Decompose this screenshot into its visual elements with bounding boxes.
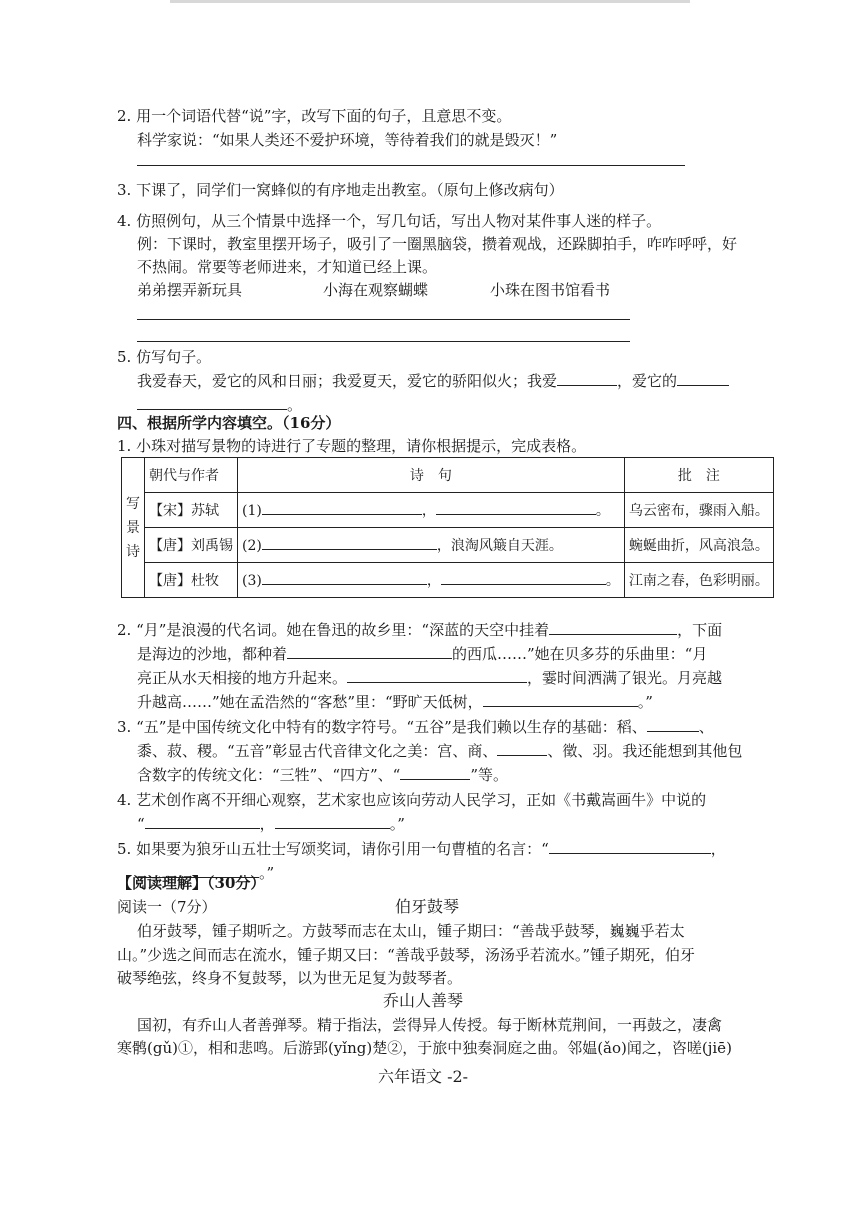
s4q4-line2	[137, 813, 405, 835]
s4q4-line1: 4. 艺术创作离不开细心观察，艺术家也应该向劳动人民学习，正如《书戴嵩画牛》中说的	[117, 791, 707, 809]
table-verse	[238, 528, 625, 563]
q2-answer-line[interactable]	[137, 165, 685, 166]
table-verse	[238, 563, 625, 598]
section4-title: 四、根据所学内容填空。（16分）	[117, 414, 341, 432]
s4q3-blank-1[interactable]	[647, 717, 699, 732]
s4q3-line3	[137, 764, 508, 786]
q4-answer-line-2[interactable]	[137, 341, 630, 342]
s4q3-text: 3. “五”是中国传统文化中特有的数字符号。“五谷”是我们赖以生存的基础：稻、	[117, 718, 647, 736]
s4q2-blank-2[interactable]	[287, 644, 452, 659]
passage2-title: 乔山人善琴	[383, 991, 464, 1010]
reading-title: 【阅读理解】（30分）	[117, 874, 266, 892]
q4-option-1: 弟弟摆弄新玩具	[137, 281, 243, 299]
s4q4-blank-2[interactable]	[275, 814, 390, 829]
q5-line1-a: 我爱春天，爱它的风和日丽；我爱夏天，爱它的骄阳似火；我爱	[137, 372, 558, 390]
reading-part1-label: 阅读一（7分）	[117, 898, 217, 916]
q5-prompt: 5. 仿写句子。	[117, 348, 212, 366]
s4q5-text: 5. 如果要为狼牙山五壮士写颂奖词，请你引用一句曹植的名言：“	[117, 840, 549, 858]
q5-line1-b: ，爱它的	[617, 372, 678, 390]
q4-option-2: 小海在观察蝴蝶	[323, 281, 429, 299]
table-header-verse: 诗 句	[238, 458, 625, 493]
table-note: 乌云密布，骤雨入船。	[624, 493, 773, 528]
s4q2-text: 升越高……”她在孟浩然的“客愁”里：“野旷天低树，	[137, 693, 483, 711]
q5-line1	[137, 370, 729, 392]
verse-number: (2)	[242, 538, 262, 554]
q5-blank-1[interactable]	[557, 371, 617, 386]
s4q3-text: 黍、菽、稷。“五音”彰显古代音律文化之美：宫、商、	[137, 742, 498, 760]
table-header-author: 朝代与作者	[145, 458, 238, 493]
s4q2-text: ，下面	[677, 621, 723, 639]
s4q3-blank-2[interactable]	[497, 741, 547, 756]
q5-blank-2[interactable]	[677, 371, 729, 386]
s4q2-text: ，霎时间洒满了银光。月亮越	[527, 669, 723, 687]
passage1-line3: 破琴绝弦，终身不复鼓琴，以为世无足复为鼓琴者。	[117, 969, 463, 987]
table-author: 【唐】杜牧	[145, 563, 238, 598]
page-number: 六年语文 -2-	[378, 1067, 469, 1086]
q4-example-line2: 不热闹。常要等老师进来，才知道已经上课。	[137, 258, 438, 276]
q4-example-line1: 例：下课时，教室里摆开场子，吸引了一圈黑脑袋，攒着观战，还跺脚拍手，咋咋呼呼，好	[137, 235, 738, 253]
s4q4-blank-1[interactable]	[145, 814, 260, 829]
table-note: 江南之春，色彩明丽。	[624, 563, 773, 598]
q2-sentence: 科学家说：“如果人类还不爱护环境，等待着我们的就是毁灭！”	[137, 131, 558, 149]
passage2-line2: 寒鹘(gǔ)①，相和悲鸣。后游郢(yǐng)楚②，于旅中独奏洞庭之曲。邻媪(ǎo)闻之，咨嗟(jiē)	[117, 1039, 732, 1057]
verse-mid: ，浪淘风簸自天涯。	[436, 538, 563, 554]
s4q2-line4	[137, 691, 653, 713]
verse-end: 。	[605, 573, 620, 589]
s4q2-line2	[137, 643, 707, 665]
table-verse	[238, 493, 625, 528]
s4q3-text: 含数字的传统文化：“三牲”、“四方”、“	[137, 766, 401, 784]
s4q3-text: 、	[698, 718, 714, 736]
verse-blank[interactable]	[436, 500, 596, 515]
q3-prompt: 3. 下课了，同学们一窝蜂似的有序地走出教室。（原句上修改病句）	[117, 181, 564, 199]
q2-prompt: 2. 用一个词语代替“说”字，改写下面的句子，且意思不变。	[117, 107, 512, 125]
verse-mid: ，	[421, 503, 436, 519]
s4q5-line1	[117, 838, 726, 860]
table-side-label: 写景诗	[122, 458, 145, 598]
q4-answer-line-1[interactable]	[137, 319, 630, 320]
s4q2-text: 2. “月”是浪漫的代名词。她在鲁迅的故乡里：“深蓝的天空中挂着	[117, 621, 550, 639]
s4q2-blank-4[interactable]	[483, 692, 638, 707]
s4q3-line2	[137, 740, 742, 762]
s4q3-text: 、徵、羽。我还能想到其他包	[547, 742, 743, 760]
verse-blank[interactable]	[262, 500, 422, 515]
passage1-line2: 山。”少选之间而志在流水，锺子期又曰：“善哉乎鼓琴，汤汤乎若流水。”锺子期死，伯牙	[117, 946, 696, 964]
passage2-line1: 国初，有乔山人者善弹琴。精于指法，尝得异人传授。每于断林荒荆间，一再鼓之，凄禽	[137, 1016, 723, 1034]
table-note: 蜿蜒曲折，风高浪急。	[624, 528, 773, 563]
verse-end: 。	[595, 503, 610, 519]
passage1-title: 伯牙鼓琴	[395, 897, 460, 916]
section4-q1-prompt: 1. 小珠对描写景物的诗进行了专题的整理，请你根据提示，完成表格。	[117, 437, 587, 455]
s4q2-text: 的西瓜……”她在贝多芬的乐曲里：“月	[452, 645, 708, 663]
s4q5-text: 。”	[259, 864, 275, 882]
s4q2-line3	[137, 667, 722, 689]
s4q2-text: 亮正从水天相接的地方升起来。	[137, 669, 348, 687]
verse-blank[interactable]	[262, 535, 437, 550]
scan-edge	[170, 0, 690, 3]
table-row	[122, 528, 774, 563]
s4q2-text: 。”	[637, 693, 653, 711]
s4q3-blank-3[interactable]	[400, 765, 470, 780]
table-author: 【唐】刘禹锡	[145, 528, 238, 563]
s4q4-text: 。”	[389, 815, 405, 833]
s4q2-line1	[117, 619, 722, 641]
verse-blank[interactable]	[262, 570, 427, 585]
s4q3-text: ”等。	[470, 766, 509, 784]
s4q2-blank-1[interactable]	[549, 620, 677, 635]
verse-number: (3)	[242, 573, 262, 589]
s4q5-blank-1[interactable]	[549, 839, 711, 854]
q4-prompt: 4. 仿照例句，从三个情景中选择一个，写几句话，写出人物对某件事人迷的样子。	[117, 212, 662, 230]
table-row	[122, 493, 774, 528]
s4q3-line1	[117, 716, 714, 738]
s4q4-text: “	[137, 815, 145, 833]
passage1-line1: 伯牙鼓琴，锺子期听之。方鼓琴而志在太山，锺子期曰：“善哉乎鼓琴，巍巍乎若太	[137, 922, 685, 940]
table-author: 【宋】苏轼	[145, 493, 238, 528]
s4q5-text: ，	[710, 840, 726, 858]
q5-blank-3[interactable]	[137, 395, 287, 410]
q5-line2-end: 。	[287, 396, 303, 414]
q4-option-3: 小珠在图书馆看书	[490, 281, 611, 299]
poem-table	[121, 457, 774, 598]
verse-number: (1)	[242, 503, 262, 519]
table-header-note: 批 注	[624, 458, 773, 493]
verse-blank[interactable]	[441, 570, 606, 585]
s4q2-blank-3[interactable]	[347, 668, 527, 683]
table-row	[122, 563, 774, 598]
s4q2-text: 是海边的沙地，都种着	[137, 645, 288, 663]
verse-mid: ，	[426, 573, 441, 589]
s4q4-text: ，	[259, 815, 275, 833]
